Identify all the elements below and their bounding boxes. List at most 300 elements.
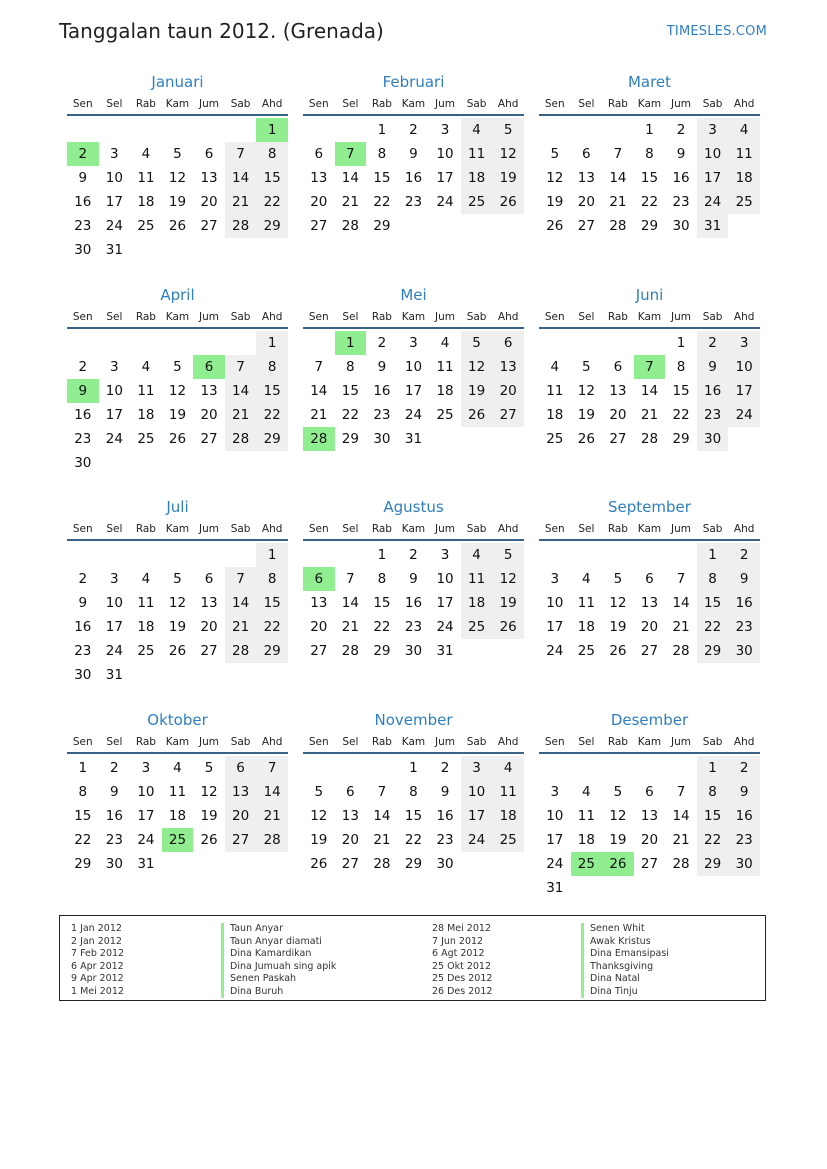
day-cell: 9 <box>377 359 387 375</box>
day-cell: 20 <box>200 619 218 635</box>
day-cell: 27 <box>200 431 218 447</box>
day-cell: 24 <box>105 643 123 659</box>
month-name: Desember <box>610 711 689 729</box>
day-cell: 12 <box>168 595 187 611</box>
day-cell: 27 <box>492 403 524 427</box>
empty-cell <box>99 543 131 567</box>
weekday-label: Rab <box>371 736 392 748</box>
day-cell: 15 <box>640 170 659 186</box>
day-cell: 14 <box>373 808 391 824</box>
holiday-day-cell: 25 <box>571 852 603 876</box>
day-cell: 20 <box>200 194 218 210</box>
day-cell: 21 <box>373 832 391 848</box>
empty-cell <box>67 331 99 355</box>
day-cell: 8 <box>645 146 654 162</box>
month-name: Maret <box>627 73 672 91</box>
weekday-label: Sel <box>578 523 595 535</box>
day-cell: 10 <box>546 595 564 611</box>
day-cell: 29 <box>74 856 92 872</box>
weekday-header <box>67 732 288 754</box>
day-cell: 2 <box>78 359 88 375</box>
legend-left-dates <box>71 923 124 998</box>
legend-date: 2 Jan 2012 <box>71 935 122 947</box>
weekday-label: Sen <box>308 736 329 748</box>
weekday-label: Sab <box>230 736 251 748</box>
weekday-label: Kam <box>165 523 190 535</box>
day-cell: 23 <box>74 218 92 234</box>
day-cell: 26 <box>492 615 524 639</box>
month-name: Mei <box>400 286 427 304</box>
legend-holiday-name: Awak Kristus <box>581 936 669 949</box>
day-cell: 21 <box>640 407 659 423</box>
day-cell: 18 <box>461 166 493 190</box>
day-cell: 2 <box>676 122 686 138</box>
day-cell: 20 <box>492 379 524 403</box>
empty-cell <box>571 543 603 567</box>
day-cell: 4 <box>141 571 151 587</box>
day-cell: 29 <box>640 218 659 234</box>
weekday-label: Kam <box>401 523 426 535</box>
day-cell: 26 <box>546 218 564 234</box>
day-cell: 7 <box>256 756 288 780</box>
day-cell: 16 <box>436 808 454 824</box>
empty-cell <box>366 756 398 780</box>
empty-cell <box>335 543 367 567</box>
day-cell: 10 <box>436 146 454 162</box>
weekday-label: Jum <box>199 736 220 748</box>
day-cell: 1 <box>256 543 288 567</box>
day-cell: 30 <box>404 643 423 659</box>
day-cell: 21 <box>310 407 328 423</box>
weekday-label: Sel <box>106 311 123 323</box>
day-cell: 6 <box>204 146 214 162</box>
day-cell: 31 <box>697 214 729 238</box>
day-cell: 26 <box>310 856 328 872</box>
weekday-label: Ahd <box>261 311 283 323</box>
day-cell: 10 <box>546 808 564 824</box>
legend-date: 6 Apr 2012 <box>71 960 124 972</box>
day-cell: 27 <box>200 218 218 234</box>
day-cell: 23 <box>697 403 729 427</box>
day-cell: 3 <box>550 784 560 800</box>
day-cell: 20 <box>310 194 328 210</box>
day-cell: 23 <box>728 828 760 852</box>
day-cell: 4 <box>461 543 493 567</box>
day-grid <box>303 331 524 451</box>
empty-cell <box>571 756 603 780</box>
day-cell: 28 <box>225 214 257 238</box>
day-cell: 23 <box>404 194 423 210</box>
weekday-label: Rab <box>371 98 392 110</box>
day-cell: 25 <box>461 190 493 214</box>
day-cell: 21 <box>672 619 690 635</box>
day-cell: 19 <box>168 619 187 635</box>
day-cell: 16 <box>105 808 123 824</box>
day-cell: 5 <box>550 146 560 162</box>
day-grid <box>303 118 524 238</box>
day-cell: 8 <box>377 571 387 587</box>
day-cell: 13 <box>310 170 328 186</box>
day-cell: 25 <box>728 190 760 214</box>
month-desember <box>539 710 760 900</box>
day-cell: 19 <box>168 407 187 423</box>
weekday-label: Jum <box>199 311 220 323</box>
day-cell: 29 <box>256 639 288 663</box>
day-grid <box>539 118 760 238</box>
weekday-label: Sab <box>702 736 723 748</box>
day-cell: 17 <box>436 595 454 611</box>
day-cell: 8 <box>676 359 686 375</box>
month-name: Oktober <box>147 711 208 729</box>
legend-right-names <box>581 923 669 998</box>
weekday-label: Sel <box>342 98 359 110</box>
day-cell: 14 <box>256 780 288 804</box>
day-cell: 23 <box>728 615 760 639</box>
day-cell: 6 <box>582 146 591 162</box>
day-cell: 26 <box>168 218 187 234</box>
day-cell: 30 <box>373 431 391 447</box>
day-cell: 22 <box>697 615 729 639</box>
day-cell: 9 <box>78 170 88 186</box>
day-cell: 8 <box>697 780 729 804</box>
empty-cell <box>634 543 666 567</box>
month-juli <box>67 497 288 687</box>
day-cell: 29 <box>256 427 288 451</box>
weekday-label: Ahd <box>497 311 519 323</box>
day-cell: 13 <box>200 383 218 399</box>
empty-cell <box>602 118 634 142</box>
day-cell: 13 <box>492 355 524 379</box>
day-cell: 27 <box>341 856 359 872</box>
day-cell: 19 <box>168 194 187 210</box>
weekday-label: Ahd <box>497 736 519 748</box>
day-cell: 3 <box>461 756 493 780</box>
weekday-label: Sel <box>578 98 595 110</box>
day-cell: 21 <box>225 403 257 427</box>
weekday-header <box>303 307 524 329</box>
day-cell: 19 <box>492 591 524 615</box>
weekday-label: Sel <box>342 311 359 323</box>
day-cell: 5 <box>204 760 214 776</box>
day-cell: 2 <box>728 543 760 567</box>
legend-holiday-name: Senen Whit <box>581 923 669 936</box>
day-cell: 4 <box>173 760 182 776</box>
day-cell: 26 <box>577 431 595 447</box>
day-cell: 13 <box>577 170 595 186</box>
day-cell: 5 <box>173 571 182 587</box>
day-grid <box>67 331 288 475</box>
day-cell: 11 <box>137 170 155 186</box>
month-name: Juni <box>635 286 664 304</box>
day-cell: 16 <box>672 170 690 186</box>
day-cell: 15 <box>697 591 729 615</box>
day-cell: 17 <box>728 379 760 403</box>
day-cell: 30 <box>728 852 760 876</box>
day-cell: 22 <box>404 832 423 848</box>
day-cell: 7 <box>225 355 257 379</box>
weekday-label: Sel <box>106 736 123 748</box>
day-cell: 9 <box>409 146 418 162</box>
day-cell: 3 <box>110 571 119 587</box>
day-grid <box>67 756 288 876</box>
empty-cell <box>665 756 697 780</box>
day-cell: 30 <box>74 455 92 471</box>
day-cell: 5 <box>461 331 493 355</box>
day-cell: 27 <box>609 431 627 447</box>
weekday-label: Rab <box>607 736 628 748</box>
day-cell: 28 <box>672 856 690 872</box>
day-cell: 8 <box>377 146 387 162</box>
weekday-label: Kam <box>637 523 662 535</box>
holiday-day-cell: 6 <box>193 355 225 379</box>
weekday-label: Jum <box>199 523 220 535</box>
day-cell: 10 <box>105 595 123 611</box>
legend-date: 25 Okt 2012 <box>432 960 492 972</box>
day-cell: 1 <box>697 543 729 567</box>
day-cell: 25 <box>546 431 564 447</box>
day-cell: 19 <box>310 832 328 848</box>
day-cell: 24 <box>436 619 454 635</box>
day-cell: 11 <box>577 595 595 611</box>
day-cell: 6 <box>645 571 654 587</box>
weekday-label: Sen <box>308 311 329 323</box>
day-grid <box>539 331 760 451</box>
holiday-day-cell: 7 <box>634 355 666 379</box>
day-cell: 4 <box>492 756 524 780</box>
weekday-header <box>303 94 524 116</box>
weekday-label: Jum <box>199 98 220 110</box>
day-cell: 3 <box>440 547 450 563</box>
day-cell: 19 <box>200 808 218 824</box>
day-cell: 1 <box>377 122 387 138</box>
day-cell: 15 <box>404 808 423 824</box>
day-cell: 29 <box>373 643 391 659</box>
day-cell: 29 <box>404 856 423 872</box>
day-cell: 14 <box>672 595 690 611</box>
weekday-label: Sel <box>578 311 595 323</box>
day-cell: 11 <box>728 142 760 166</box>
day-cell: 10 <box>697 142 729 166</box>
day-cell: 13 <box>200 170 218 186</box>
day-cell: 29 <box>697 639 729 663</box>
empty-cell <box>571 331 603 355</box>
day-cell: 27 <box>577 218 595 234</box>
day-cell: 20 <box>341 832 359 848</box>
weekday-label: Sab <box>702 523 723 535</box>
day-cell: 9 <box>728 780 760 804</box>
day-cell: 27 <box>200 643 218 659</box>
day-cell: 16 <box>728 804 760 828</box>
day-cell: 6 <box>492 331 524 355</box>
legend-holiday-name: Dina Natal <box>581 973 669 986</box>
day-cell: 17 <box>546 619 564 635</box>
day-cell: 3 <box>550 571 560 587</box>
day-cell: 12 <box>546 170 564 186</box>
weekday-label: Ahd <box>261 523 283 535</box>
weekday-label: Rab <box>135 311 156 323</box>
weekday-label: Ahd <box>733 311 755 323</box>
day-cell: 29 <box>697 852 729 876</box>
day-cell: 24 <box>404 407 423 423</box>
day-cell: 18 <box>137 619 155 635</box>
day-cell: 17 <box>546 832 564 848</box>
weekday-label: Sen <box>544 98 565 110</box>
day-cell: 1 <box>377 547 387 563</box>
empty-cell <box>303 756 335 780</box>
weekday-label: Sen <box>544 736 565 748</box>
day-cell: 16 <box>74 619 92 635</box>
month-name: Juli <box>166 498 189 516</box>
weekday-label: Sab <box>230 311 251 323</box>
day-cell: 17 <box>105 407 123 423</box>
weekday-label: Jum <box>671 736 692 748</box>
weekday-label: Kam <box>401 98 426 110</box>
day-cell: 10 <box>461 780 493 804</box>
month-januari <box>67 72 288 262</box>
day-cell: 23 <box>672 194 690 210</box>
day-cell: 2 <box>409 122 418 138</box>
day-cell: 1 <box>645 122 654 138</box>
day-cell: 31 <box>546 880 564 896</box>
day-cell: 1 <box>676 335 686 351</box>
weekday-header <box>67 519 288 541</box>
day-cell: 23 <box>74 431 92 447</box>
day-cell: 18 <box>577 619 595 635</box>
weekday-header <box>539 94 760 116</box>
day-cell: 5 <box>492 543 524 567</box>
day-cell: 10 <box>404 359 423 375</box>
day-cell: 29 <box>341 431 359 447</box>
day-cell: 20 <box>200 407 218 423</box>
legend-holiday-name: Dina Jumuah sing apik <box>221 961 336 974</box>
empty-cell <box>67 118 99 142</box>
day-cell: 7 <box>225 567 257 591</box>
day-cell: 14 <box>341 170 359 186</box>
day-cell: 6 <box>225 756 257 780</box>
weekday-label: Sel <box>342 736 359 748</box>
day-cell: 7 <box>676 571 686 587</box>
weekday-label: Jum <box>435 98 456 110</box>
day-cell: 7 <box>377 784 387 800</box>
day-cell: 19 <box>609 832 627 848</box>
weekday-label: Rab <box>135 736 156 748</box>
day-cell: 14 <box>672 808 690 824</box>
empty-cell <box>130 543 162 567</box>
day-cell: 23 <box>105 832 123 848</box>
weekday-label: Sen <box>72 523 93 535</box>
empty-cell <box>193 543 225 567</box>
legend-holiday-name: Taun Anyar diamati <box>221 936 336 949</box>
weekday-label: Sel <box>106 523 123 535</box>
day-cell: 16 <box>404 170 423 186</box>
day-cell: 15 <box>256 166 288 190</box>
day-cell: 25 <box>492 828 524 852</box>
day-cell: 13 <box>640 808 659 824</box>
day-cell: 5 <box>173 359 182 375</box>
day-cell: 1 <box>256 331 288 355</box>
empty-cell <box>162 543 194 567</box>
day-cell: 18 <box>728 166 760 190</box>
day-cell: 22 <box>256 190 288 214</box>
weekday-label: Sel <box>342 523 359 535</box>
weekday-header <box>303 732 524 754</box>
weekday-label: Sen <box>72 311 93 323</box>
day-cell: 17 <box>105 194 123 210</box>
day-cell: 7 <box>676 784 686 800</box>
day-cell: 22 <box>697 828 729 852</box>
day-cell: 7 <box>314 359 324 375</box>
day-cell: 6 <box>314 146 324 162</box>
weekday-label: Sen <box>308 98 329 110</box>
day-cell: 9 <box>78 595 88 611</box>
weekday-header <box>539 307 760 329</box>
day-cell: 23 <box>404 619 423 635</box>
month-maret <box>539 72 760 238</box>
day-cell: 6 <box>204 571 214 587</box>
day-cell: 2 <box>377 335 387 351</box>
day-cell: 4 <box>582 571 591 587</box>
day-cell: 2 <box>440 760 450 776</box>
day-cell: 8 <box>409 784 418 800</box>
weekday-label: Kam <box>637 98 662 110</box>
day-cell: 11 <box>577 808 595 824</box>
weekday-label: Sab <box>466 736 487 748</box>
day-cell: 18 <box>137 194 155 210</box>
day-cell: 22 <box>640 194 659 210</box>
day-cell: 12 <box>168 170 187 186</box>
day-cell: 14 <box>225 591 257 615</box>
day-cell: 24 <box>137 832 155 848</box>
day-grid <box>539 543 760 663</box>
day-cell: 28 <box>256 828 288 852</box>
weekday-label: Rab <box>607 98 628 110</box>
day-cell: 20 <box>310 619 328 635</box>
day-cell: 6 <box>346 784 355 800</box>
day-cell: 13 <box>640 595 659 611</box>
day-cell: 22 <box>341 407 359 423</box>
day-cell: 10 <box>728 355 760 379</box>
month-name: April <box>160 286 195 304</box>
day-cell: 15 <box>256 379 288 403</box>
day-cell: 20 <box>640 832 659 848</box>
day-cell: 27 <box>640 856 659 872</box>
day-cell: 11 <box>492 780 524 804</box>
day-cell: 5 <box>173 146 182 162</box>
day-cell: 24 <box>105 218 123 234</box>
empty-cell <box>665 543 697 567</box>
day-cell: 24 <box>105 431 123 447</box>
legend-holiday-name: Dina Kamardikan <box>221 948 336 961</box>
day-cell: 12 <box>492 567 524 591</box>
day-cell: 8 <box>78 784 88 800</box>
holiday-day-cell: 9 <box>67 379 99 403</box>
day-cell: 30 <box>672 218 690 234</box>
empty-cell <box>303 118 335 142</box>
weekday-label: Sab <box>230 523 251 535</box>
weekday-label: Ahd <box>497 98 519 110</box>
weekday-header <box>67 94 288 116</box>
day-cell: 28 <box>341 218 359 234</box>
day-cell: 23 <box>436 832 454 848</box>
weekday-label: Rab <box>135 523 156 535</box>
page-title: Tanggalan taun 2012. (Grenada) <box>59 19 384 43</box>
day-cell: 15 <box>373 170 391 186</box>
day-cell: 24 <box>546 856 564 872</box>
legend-holiday-name: Dina Tinju <box>581 986 669 999</box>
day-cell: 6 <box>645 784 654 800</box>
site-logo-link[interactable]: TIMESLES.COM <box>666 24 767 39</box>
day-cell: 7 <box>346 571 355 587</box>
